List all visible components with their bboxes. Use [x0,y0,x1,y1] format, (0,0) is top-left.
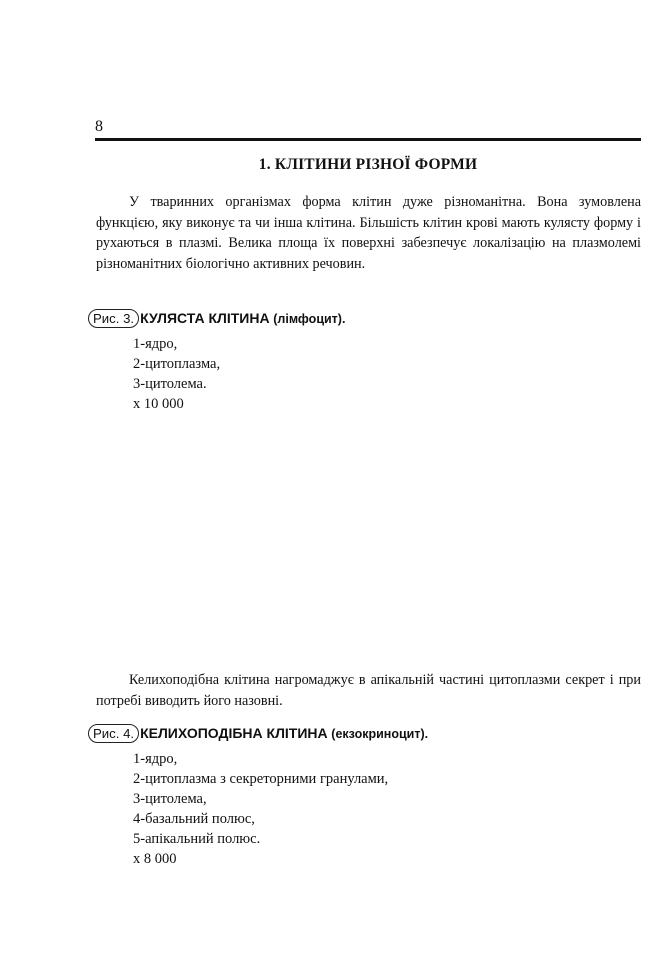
legend-item: 3-цитолема. [133,376,207,392]
legend-item: 4-базальний полюс, [133,811,255,827]
section-title: 1. КЛІТИНИ РІЗНОЇ ФОРМИ [258,156,478,173]
legend-item: 2-цитоплазма з секреторними гранулами, [133,771,389,787]
figure-3-legend [133,334,220,414]
intro-paragraph: У тваринних організмах форма клітин дуже різноманітна. Вона зумовлена функцією, яку виконує та чи інша клітина. Більшість клітин крові мають кулясту форму і рухаються в плазмі. Велика площа їх поверхні забезпечує локалізацію на плазмолемі різноманітних біологічно активних речовин. [96,194,641,272]
legend-magnification: х 8 000 [133,851,177,867]
figure-3-subtitle: (лімфоцит). [273,312,346,326]
header-rule [95,138,641,141]
figure-4-ref: Рис. 4. [88,724,139,743]
figure-3-ref: Рис. 3. [88,309,139,328]
legend-magnification: х 10 000 [133,396,184,412]
figure-4-title: КЕЛИХОПОДІБНА КЛІТИНА [140,725,328,741]
legend-item: 3-цитолема, [133,791,207,807]
legend-item: 2-цитоплазма, [133,356,221,372]
legend-item: 1-ядро, [133,751,178,767]
figure-4-legend [133,749,388,869]
figure-4-caption [88,724,428,743]
figure-4-subtitle: (екзокриноцит). [331,727,429,741]
figure-3-title: КУЛЯСТА КЛІТИНА [140,310,270,326]
page-number: 8 [95,118,103,135]
figure-3-caption [88,309,345,328]
goblet-paragraph: Келихоподібна клітина нагромаджує в апікальній частині цитоплазми секрет і при потребі виводить його назовні. [96,672,641,709]
legend-item: 1-ядро, [133,336,178,352]
legend-item: 5-апікальний полюс. [133,831,261,847]
